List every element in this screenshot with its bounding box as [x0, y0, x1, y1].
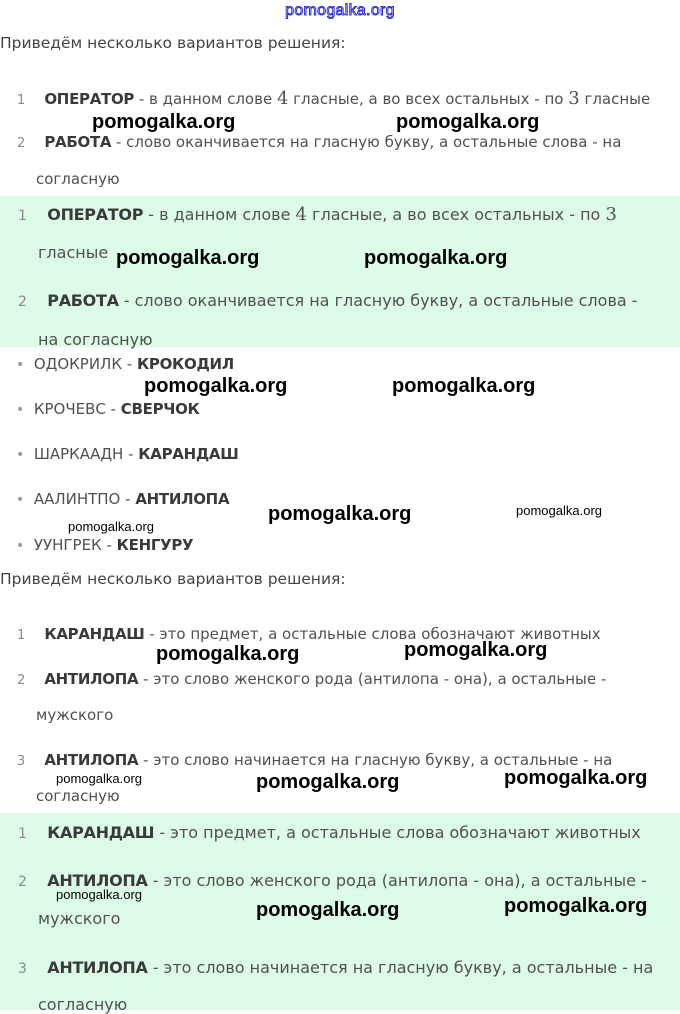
watermark: pomogalka.org	[404, 639, 548, 661]
intro-text: Приведём несколько вариантов решения:	[0, 570, 346, 588]
item-text: гласные, а во всех остальных - по	[306, 205, 606, 224]
watermark: pomogalka.org	[396, 111, 540, 133]
item-text: - в данном слове	[143, 205, 296, 224]
keyword: АНТИЛОПА	[44, 670, 139, 688]
item-text: - это слово начинается на гласную букву, а остальные - на	[138, 751, 613, 769]
bullet-icon: •	[16, 402, 25, 418]
item-number: 1	[18, 826, 27, 842]
item-text: - в данном слове	[134, 90, 277, 108]
watermark: pomogalka.org	[516, 503, 602, 518]
math-number: 3	[568, 88, 580, 109]
bullet-icon: •	[16, 357, 25, 373]
scrambled-word: ШАРКААДН	[33, 445, 124, 463]
scrambled-word: УУНГРЕК	[33, 536, 102, 554]
math-number: 4	[276, 88, 289, 109]
item-number: 2	[17, 136, 26, 151]
scrambled-word: КРОЧЕВС	[33, 400, 106, 418]
intro-text: Приведём несколько вариантов решения:	[0, 34, 346, 52]
item-number: 3	[18, 961, 27, 977]
keyword: АНТИЛОПА	[44, 751, 139, 769]
site-header[interactable]: pomogalka.org	[285, 2, 395, 19]
item-text: - слово оканчивается на гласную букву, а остальные слова -	[118, 291, 638, 310]
item-text-cont: гласные	[38, 243, 109, 262]
list-item	[16, 445, 238, 463]
list-item	[17, 88, 650, 109]
watermark: pomogalka.org	[256, 899, 400, 921]
watermark: pomogalka.org	[504, 767, 648, 789]
keyword: АНТИЛОПА	[47, 871, 148, 890]
scrambled-word: ОДОКРИЛК	[33, 355, 122, 373]
bullet-icon: •	[16, 492, 25, 508]
keyword: ОПЕРАТОР	[47, 205, 144, 224]
item-text: - это предмет, а остальные слова обозначают животных	[154, 823, 641, 842]
watermark: pomogalka.org	[56, 887, 142, 902]
item-number: 2	[18, 294, 27, 310]
item-text: - это слово женского рода (антилопа - она), а остальные -	[138, 670, 607, 688]
item-number: 2	[18, 874, 27, 890]
math-number: 3	[605, 204, 617, 225]
watermark: pomogalka.org	[156, 643, 300, 665]
separator: -	[101, 536, 117, 554]
answer-word: КРОКОДИЛ	[136, 355, 234, 373]
watermark: pomogalka.org	[56, 771, 142, 786]
item-text: гласные	[579, 90, 651, 108]
watermark: pomogalka.org	[116, 247, 260, 269]
list-item	[18, 204, 617, 225]
watermark: pomogalka.org	[504, 895, 648, 917]
item-number: 3	[17, 754, 26, 769]
watermark: pomogalka.org	[68, 519, 154, 534]
item-text-cont: на согласную	[38, 330, 153, 349]
watermark: pomogalka.org	[144, 375, 288, 397]
bullet-icon: •	[16, 538, 25, 554]
highlight-block	[0, 196, 680, 347]
watermark: pomogalka.org	[268, 503, 412, 525]
item-text: - это слово женского рода (антилопа - она), а остальные -	[147, 871, 647, 890]
keyword: РАБОТА	[44, 133, 112, 151]
list-item	[16, 355, 234, 373]
item-number: 1	[17, 93, 26, 108]
watermark: pomogalka.org	[364, 247, 508, 269]
answer-word: АНТИЛОПА	[135, 490, 230, 508]
item-text-cont: согласную	[36, 787, 120, 805]
answer-word: КАРАНДАШ	[138, 445, 239, 463]
keyword: РАБОТА	[47, 291, 119, 310]
list-item	[16, 536, 193, 554]
list-item	[16, 490, 229, 508]
separator: -	[122, 355, 137, 373]
item-number: 1	[17, 628, 26, 643]
math-number: 4	[295, 204, 307, 225]
keyword: ОПЕРАТОР	[44, 90, 135, 108]
list-item	[18, 823, 641, 842]
list-item	[17, 670, 606, 688]
item-number: 1	[18, 208, 27, 224]
separator: -	[120, 490, 136, 508]
item-text-cont: мужского	[36, 706, 114, 724]
bullet-icon: •	[16, 447, 25, 463]
list-item	[16, 400, 200, 418]
separator: -	[123, 445, 139, 463]
item-text-cont: согласную	[38, 995, 128, 1014]
list-item	[18, 958, 653, 977]
list-item	[18, 291, 638, 310]
watermark: pomogalka.org	[92, 111, 236, 133]
answer-word: КЕНГУРУ	[116, 536, 194, 554]
list-item	[17, 133, 621, 151]
answer-word: СВЕРЧОК	[120, 400, 200, 418]
keyword: КАРАНДАШ	[47, 823, 155, 842]
keyword: АНТИЛОПА	[47, 958, 148, 977]
watermark: pomogalka.org	[256, 771, 400, 793]
watermark: pomogalka.org	[392, 375, 536, 397]
scrambled-word: ААЛИНТПО	[33, 490, 121, 508]
item-number: 2	[17, 673, 26, 688]
item-text: - это предмет, а остальные слова обозначают животных	[144, 625, 601, 643]
item-text: гласные, а во всех остальных - по	[288, 90, 569, 108]
separator: -	[105, 400, 121, 418]
item-text: - это слово начинается на гласную букву, а остальные - на	[147, 958, 654, 977]
item-text-cont: согласную	[36, 170, 120, 188]
keyword: КАРАНДАШ	[44, 625, 145, 643]
item-text-cont: мужского	[38, 909, 121, 928]
item-text: - слово оканчивается на гласную букву, а остальные слова - на	[111, 133, 622, 151]
